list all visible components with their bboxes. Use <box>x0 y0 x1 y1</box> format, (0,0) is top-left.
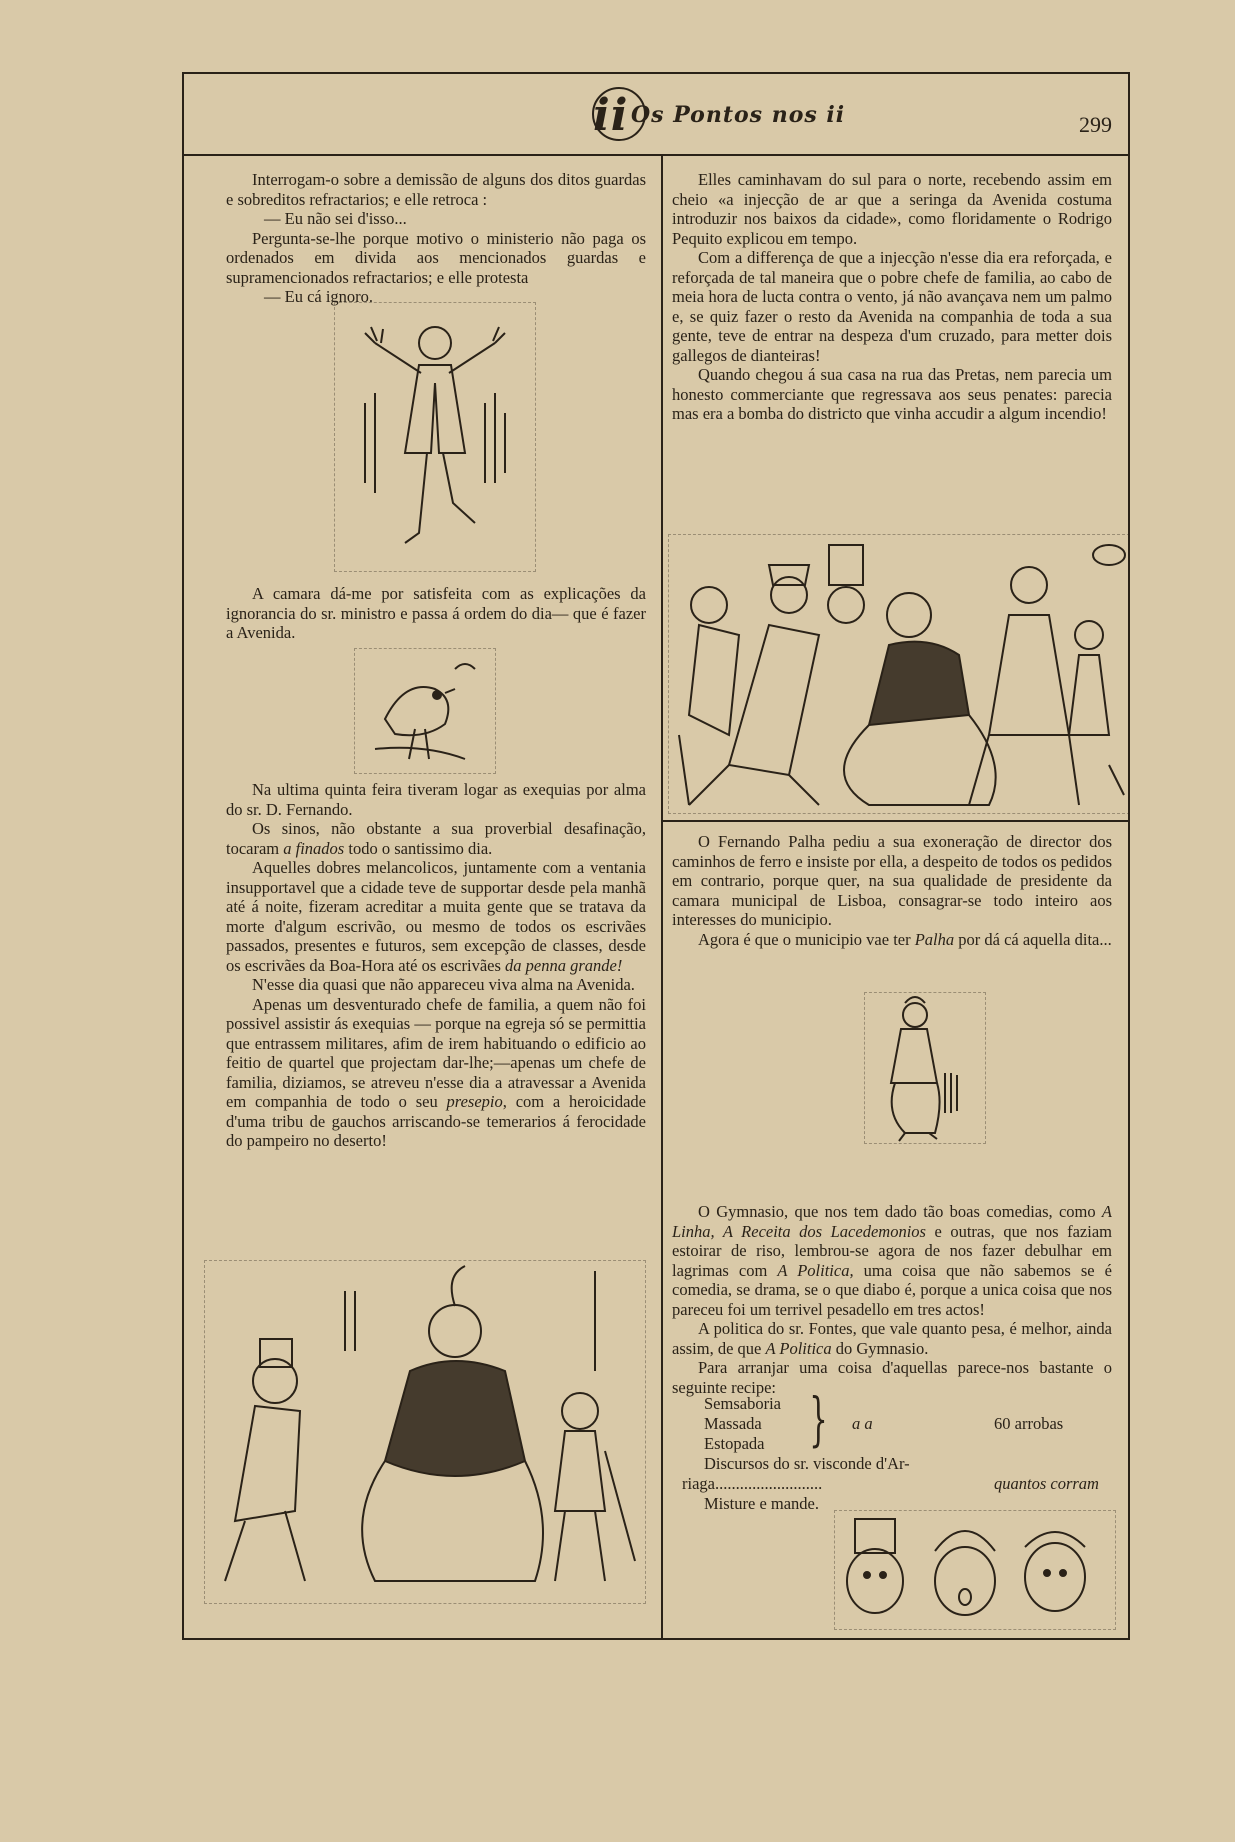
paragraph: Para arranjar uma coisa d'aquellas parece-nos bastante o seguinte recipe: <box>672 1358 1112 1397</box>
paragraph: Quando chegou á sua casa na rua das Pretas, nem parecia um honesto commerciante que regressava aos seus penates: parecia mas era a bomba do districto que vinha accudir a algum incendio! <box>672 365 1112 423</box>
recipe-item: Discursos do sr. visconde d'Ar- <box>704 1454 910 1473</box>
newspaper-page <box>182 72 1130 1640</box>
paragraph: — Eu não sei d'isso... <box>264 209 407 228</box>
column-divider <box>661 154 663 1638</box>
masthead-logo <box>579 82 846 144</box>
recipe-item: Estopada <box>704 1434 765 1453</box>
family-blown-by-wind-illustration <box>668 534 1130 814</box>
minister-illustration <box>334 302 536 572</box>
paragraph: Agora é que o municipio vae ter Palha por dá cá aquella dita... <box>698 929 1112 949</box>
windblown-family-icon <box>669 535 1129 813</box>
recipe-quantity: 60 arrobas <box>994 1414 1064 1433</box>
paragraph: O Fernando Palha pediu a sua exoneração de director dos caminhos de ferro e insiste por ella, a despeito de todos os pedidos em contrario, porque quer, na sua qualidade de presidente da camara municipal de Lisboa, consagrar-se todo inteiro aos interesses do municipio. <box>672 832 1112 929</box>
left-column-mid <box>226 584 646 643</box>
three-heads-icon <box>835 1511 1115 1629</box>
masthead-text: Os Pontos nos ii <box>631 102 846 128</box>
bird-illustration <box>354 648 496 774</box>
paragraph: A camara dá-me por satisfeita com as explicações da ignorancia do sr. ministro e passa á ordem do dia— que é fazer a Avenida. <box>226 584 646 642</box>
left-column-top <box>226 170 646 307</box>
palha-figure-illustration <box>864 992 986 1144</box>
paragraph: Interrogam-o sobre a demissão de alguns dos ditos guardas e sobreditos refractarios; e elle retroca : <box>226 170 646 209</box>
paragraph: Aquelles dobres melancolicos, juntamente com a ventania insupportavel que a cidade teve de supportar desde pela manhã até á noite, fizeram acreditar a muita gente que se tratava da morte d'algum escrivão, ou mesmo de todos os escrivães passados, presentes e futuros, sem excepção de classes, desde os escrivães da Boa-Hora até os escrivães da penna grande! <box>226 858 646 975</box>
politicians-heads-illustration <box>834 1510 1116 1630</box>
right-column-top <box>672 170 1112 424</box>
paragraph: Apenas um desventurado chefe de familia, a quem não foi possivel assistir ás exequias — porque na egreja só se permittia que entrassem militares, afim de irem habituando o edificio ao feitio de quartel que projectam dar-lhe;—apenas um chefe de familia, diziamos, se atreveu n'esse dia a atravessar a Avenida em companhia de todo o seu presepio, com a heroicidade d'uma tribu de gauchos arriscando-se temerarios á ferocidade do pampeiro no deserto! <box>226 994 646 1150</box>
recipe-quantity: quantos corram <box>994 1474 1099 1493</box>
page-number: 299 <box>1079 112 1112 137</box>
family-group-icon <box>205 1261 645 1603</box>
hooded-figure-icon <box>865 993 985 1143</box>
recipe-item: riaga.......................... <box>682 1474 823 1493</box>
page-header <box>184 74 1128 156</box>
masthead-emblem-icon <box>579 82 846 144</box>
paragraph: Pergunta-se-lhe porque motivo o ministerio não paga os ordenados em divida aos mencionados guardas e supramencionados refractarios; e elle protesta <box>226 228 646 287</box>
recipe-item: Massada <box>704 1414 762 1433</box>
paragraph: Na ultima quinta feira tiveram logar as exequias por alma do sr. D. Fernando. <box>226 780 646 819</box>
brace-glyph: } <box>809 1385 828 1453</box>
left-column-bottom <box>226 780 646 1151</box>
right-section-divider <box>663 820 1130 822</box>
family-walking-illustration <box>204 1260 646 1604</box>
paragraph: Os sinos, não obstante a sua proverbial desafinação, tocaram a finados todo o santissimo dia. <box>226 819 646 858</box>
right-column-mid <box>672 832 1112 949</box>
right-column-bottom <box>672 1202 1112 1397</box>
paragraph: N'esse dia quasi que não appareceu viva alma na Avenida. <box>252 975 635 994</box>
paragraph: Elles caminhavam do sul para o norte, recebendo assim em cheio «a injecção de ar que a seringa da Avenida costuma introduzir nos baixos da cidade», como floridamente o Rodrigo Pequito explicou em tempo. <box>672 170 1112 248</box>
recipe-aa: a a <box>852 1414 873 1433</box>
paragraph: A politica do sr. Fontes, que vale quanto pesa, é melhor, ainda assim, de que A Politica do Gymnasio. <box>672 1319 1112 1358</box>
paragraph: O Gymnasio, que nos tem dado tão boas comedias, como A Linha, A Receita dos Lacedemonios e outras, que nos faziam estoirar de riso, lembrou-se agora de nos fazer debulhar em lagrimas com A Politica, uma coisa que não sabemos se é comedia, se drama, se o que diabo é, porque a unica coisa que nos pareceu foi um terrivel pesadello em tres actos! <box>672 1202 1113 1319</box>
minister-figure-icon <box>335 303 535 571</box>
paragraph: — Eu cá ignoro. <box>264 287 374 306</box>
svg-text:ii: ii <box>593 90 629 141</box>
paragraph: Com a differença de que a injecção n'esse dia era reforçada, e reforçada de tal maneira que o pobre chefe de familia, ao cabo de meia hora de lucta contra o vento, já não avançava nem um palmo e, se quiz fazer o resto da Avenida na companhia de toda a sua gente, teve de entrar na despeza d'um cruzado, para metter dois gallegos de dianteiras! <box>672 248 1112 365</box>
recipe-final: Misture e mande. <box>704 1494 820 1513</box>
bird-icon <box>355 649 495 773</box>
recipe-item: Semsaboria <box>704 1394 781 1413</box>
